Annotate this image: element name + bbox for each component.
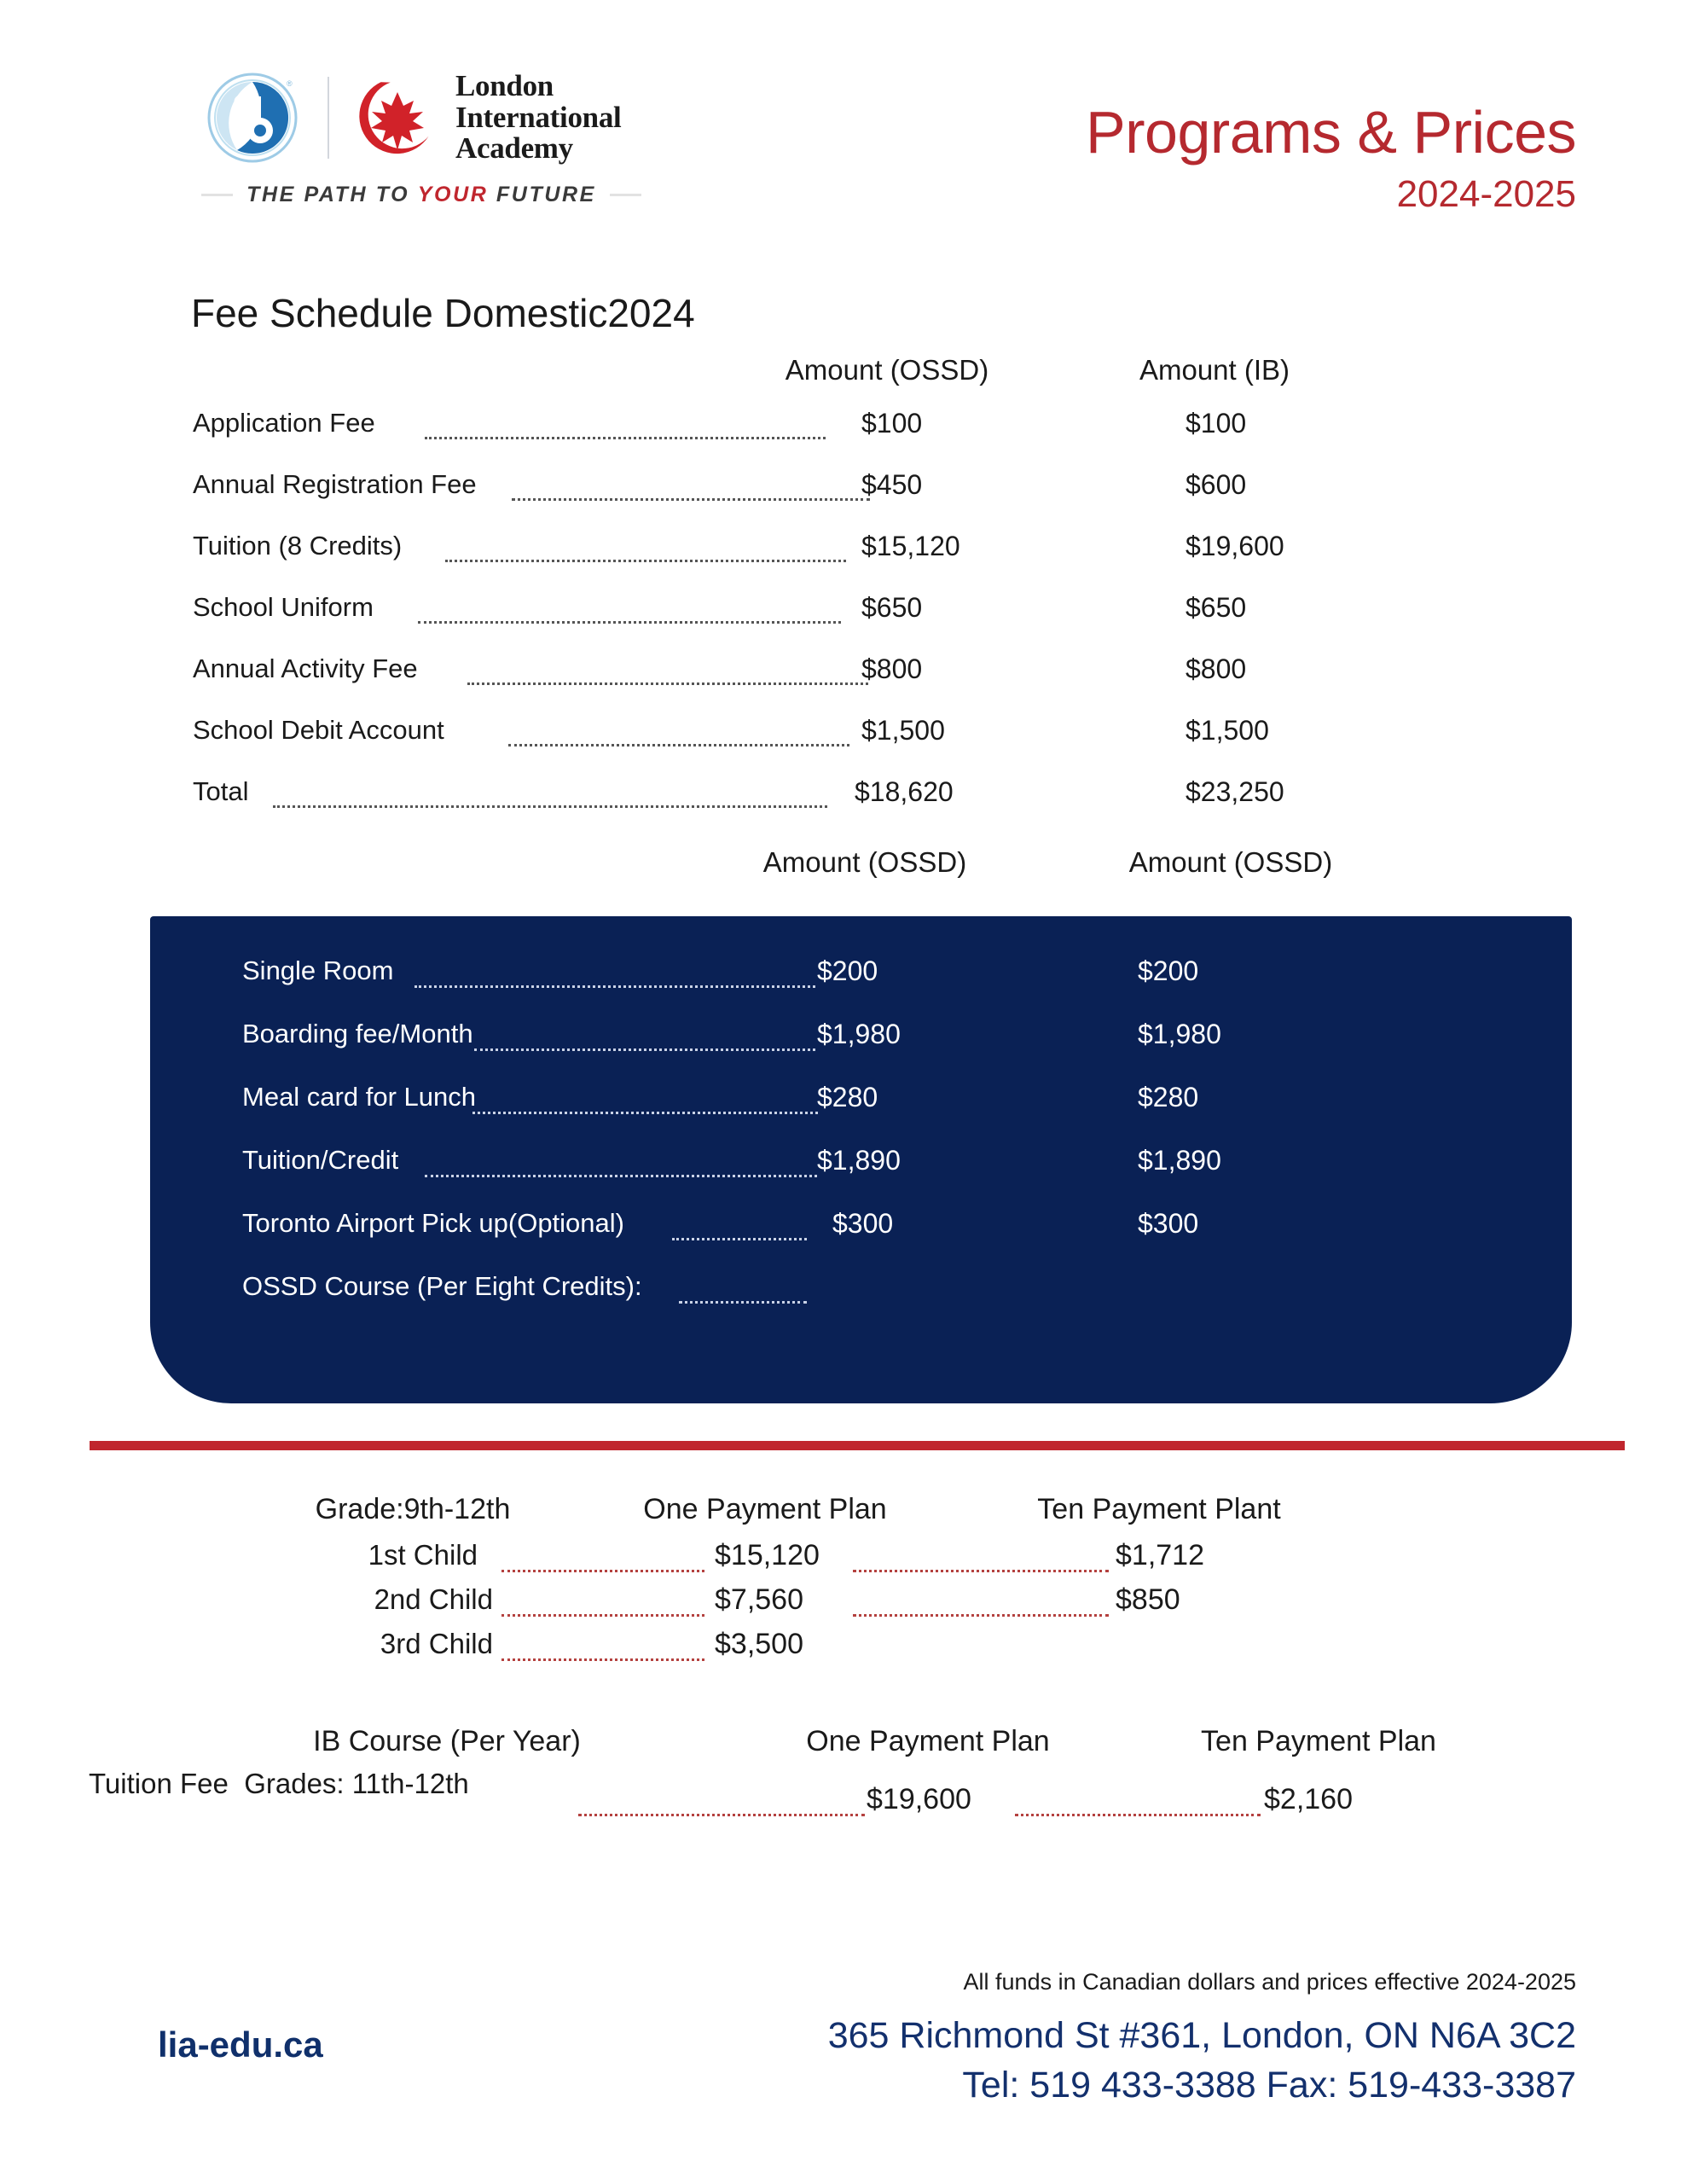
fee-row-value-ib: $600	[1186, 469, 1247, 500]
academy-name-line3: Academy	[455, 131, 573, 166]
ib-course-header: IB Course (Per Year)	[313, 1725, 581, 1757]
ib-grades-text: Grades: 11th-12th	[244, 1768, 469, 1799]
fee-schedule-title: Fee Schedule Domestic2024	[191, 291, 695, 335]
tagline-rule-left	[201, 194, 233, 196]
boarding-row-value-2: $280	[1138, 1082, 1199, 1112]
academy-name-line2: International	[455, 100, 622, 134]
ib-ten-payment-value: $2,160	[1264, 1783, 1353, 1815]
ossd-grade-label: Grade:9th-12th	[315, 1493, 511, 1525]
fee-row-value-ib: $800	[1186, 653, 1247, 684]
ossd-plan-row-label: 1st Child	[368, 1539, 478, 1571]
column-header-ossd: Amount (OSSD)	[785, 354, 989, 386]
boarding-row-value-1: $280	[817, 1082, 878, 1112]
fee-row-value-ossd: $450	[861, 469, 923, 500]
leader-dots	[445, 560, 846, 562]
fee-row-value-ossd: $100	[861, 408, 923, 439]
fee-row-label: Annual Activity Fee	[193, 653, 418, 683]
boarding-row-value-1: $200	[817, 956, 878, 986]
tagline	[246, 183, 596, 207]
fee-row-label: Tuition (8 Credits)	[193, 531, 403, 561]
fee-row-label: Application Fee	[193, 408, 375, 438]
boarding-row-label: Meal card for Lunch	[242, 1082, 476, 1112]
academy-name-line1: London	[455, 69, 554, 103]
column-header-ib: Amount (IB)	[1139, 354, 1290, 386]
fee-row-value-ossd: $800	[861, 653, 923, 684]
ib-ten-payment-header: Ten Payment Plan	[1201, 1725, 1436, 1757]
ib-plan-row	[0, 1785, 1687, 1831]
ossd-ten-payment-header: Ten Payment Plant	[1037, 1493, 1281, 1525]
fee-row	[0, 410, 1687, 471]
boarding-column-header-1: Amount (OSSD)	[762, 846, 967, 878]
brand-logo-block	[198, 67, 641, 207]
fee-row-label: Total	[193, 776, 249, 806]
ib-one-payment-header: One Payment Plan	[806, 1725, 1050, 1757]
fee-row-value-ossd: $1,500	[861, 715, 945, 746]
page-title-years: 2024-2025	[1396, 173, 1576, 215]
ib-one-payment-value: $19,600	[867, 1783, 971, 1815]
ib-tuition-fee-text: Tuition Fee	[89, 1768, 229, 1799]
ossd-plan-row-label: 2nd Child	[374, 1583, 493, 1615]
academy-wordmark	[455, 71, 621, 164]
leader-dots	[672, 1238, 807, 1240]
boarding-row-value-2: $1,980	[1138, 1019, 1221, 1049]
ossd-plan-one-payment-value: $15,120	[715, 1539, 820, 1571]
fee-row-label: Annual Registration Fee	[193, 469, 477, 499]
leader-dots	[418, 621, 841, 624]
fee-row-label: School Debit Account	[193, 715, 444, 745]
fee-row-value-ossd: $18,620	[855, 776, 954, 807]
ossd-plan-row	[0, 1541, 1687, 1587]
tagline-pre: THE PATH TO	[246, 183, 418, 206]
boarding-row	[150, 957, 1572, 1019]
tagline-rule-right	[610, 194, 641, 196]
leader-dots	[467, 682, 868, 685]
boarding-row-value-1: $1,890	[817, 1145, 901, 1176]
tagline-row	[198, 183, 641, 207]
ossd-plan-one-payment-value: $7,560	[715, 1583, 803, 1616]
ossd-one-payment-header: One Payment Plan	[643, 1493, 887, 1525]
ossd-plan-row-label: 3rd Child	[380, 1628, 493, 1659]
boarding-row-value-2: $300	[1138, 1208, 1199, 1239]
boarding-fees-panel	[150, 916, 1572, 1403]
fee-row-value-ib: $650	[1186, 592, 1247, 623]
ossd-plan-ten-payment-value: $850	[1116, 1583, 1180, 1616]
boarding-row	[150, 1273, 1572, 1334]
footer-address-block	[828, 2013, 1576, 2108]
ossd-plan-ten-payment-value: $1,712	[1116, 1539, 1204, 1571]
page-title: Programs & Prices	[1086, 99, 1576, 166]
ossd-plan-row	[0, 1629, 1687, 1676]
leader-dots	[508, 744, 849, 746]
fee-row-value-ib: $1,500	[1186, 715, 1269, 746]
footer-contact: Tel: 519 433-3388 Fax: 519-433-3387	[962, 2065, 1576, 2106]
leader-dots	[512, 498, 870, 501]
boarding-row	[150, 1147, 1572, 1208]
fee-row-value-ib: $19,600	[1186, 531, 1284, 561]
fee-row	[0, 778, 1687, 839]
leader-dots	[474, 1048, 815, 1051]
footer-note: All funds in Canadian dollars and prices effective 2024-2025	[963, 1969, 1576, 1995]
leader-dots	[679, 1301, 807, 1304]
fee-row	[0, 717, 1687, 778]
boarding-row-value-2: $1,890	[1138, 1145, 1221, 1176]
boarding-row-value-2: $200	[1138, 956, 1199, 986]
boarding-row	[150, 1210, 1572, 1271]
footer-website[interactable]: lia-edu.ca	[158, 2024, 323, 2065]
leader-dots	[501, 1614, 704, 1617]
svg-text:®: ®	[287, 79, 293, 88]
ib-world-school-icon	[198, 67, 309, 168]
leader-dots	[501, 1658, 704, 1661]
boarding-row-label: Tuition/Credit	[242, 1145, 399, 1175]
footer-address: 365 Richmond St #361, London, ON N6A 3C2	[827, 2015, 1576, 2056]
fee-row-value-ossd: $650	[861, 592, 923, 623]
fee-row	[0, 471, 1687, 532]
logo-divider	[328, 77, 329, 159]
leader-dots	[853, 1614, 1109, 1617]
ossd-plan-one-payment-value: $3,500	[715, 1628, 803, 1660]
leader-dots	[425, 1175, 817, 1177]
boarding-row-label: OSSD Course (Per Eight Credits):	[242, 1271, 642, 1301]
leader-dots	[415, 985, 815, 988]
boarding-column-header-2: Amount (OSSD)	[1128, 846, 1333, 878]
tagline-post: FUTURE	[488, 183, 596, 206]
fee-row	[0, 532, 1687, 594]
fee-row-value-ib: $100	[1186, 408, 1247, 439]
fee-row	[0, 594, 1687, 655]
leader-dots	[472, 1112, 818, 1114]
ossd-plan-row	[0, 1585, 1687, 1631]
leader-dots	[1015, 1814, 1261, 1816]
boarding-row-label: Boarding fee/Month	[242, 1019, 473, 1048]
boarding-row-label: Single Room	[242, 956, 394, 985]
leader-dots	[578, 1814, 865, 1816]
boarding-row	[150, 1083, 1572, 1145]
fee-row-value-ossd: $15,120	[861, 531, 960, 561]
boarding-row-value-1: $1,980	[817, 1019, 901, 1049]
boarding-row-value-1: $300	[832, 1208, 894, 1239]
section-divider	[90, 1441, 1625, 1450]
tagline-highlight: YOUR	[417, 183, 489, 206]
title-block	[1086, 99, 1576, 215]
page-header	[0, 0, 1687, 273]
leader-dots	[425, 437, 826, 439]
leader-dots	[273, 805, 827, 808]
leader-dots	[501, 1570, 704, 1572]
fee-row-label: School Uniform	[193, 592, 374, 622]
fee-row-value-ib: $23,250	[1186, 776, 1284, 807]
fee-row	[0, 655, 1687, 717]
boarding-row-label: Toronto Airport Pick up(Optional)	[242, 1208, 624, 1238]
maple-leaf-icon	[351, 72, 443, 164]
leader-dots	[853, 1570, 1109, 1572]
boarding-row	[150, 1020, 1572, 1082]
